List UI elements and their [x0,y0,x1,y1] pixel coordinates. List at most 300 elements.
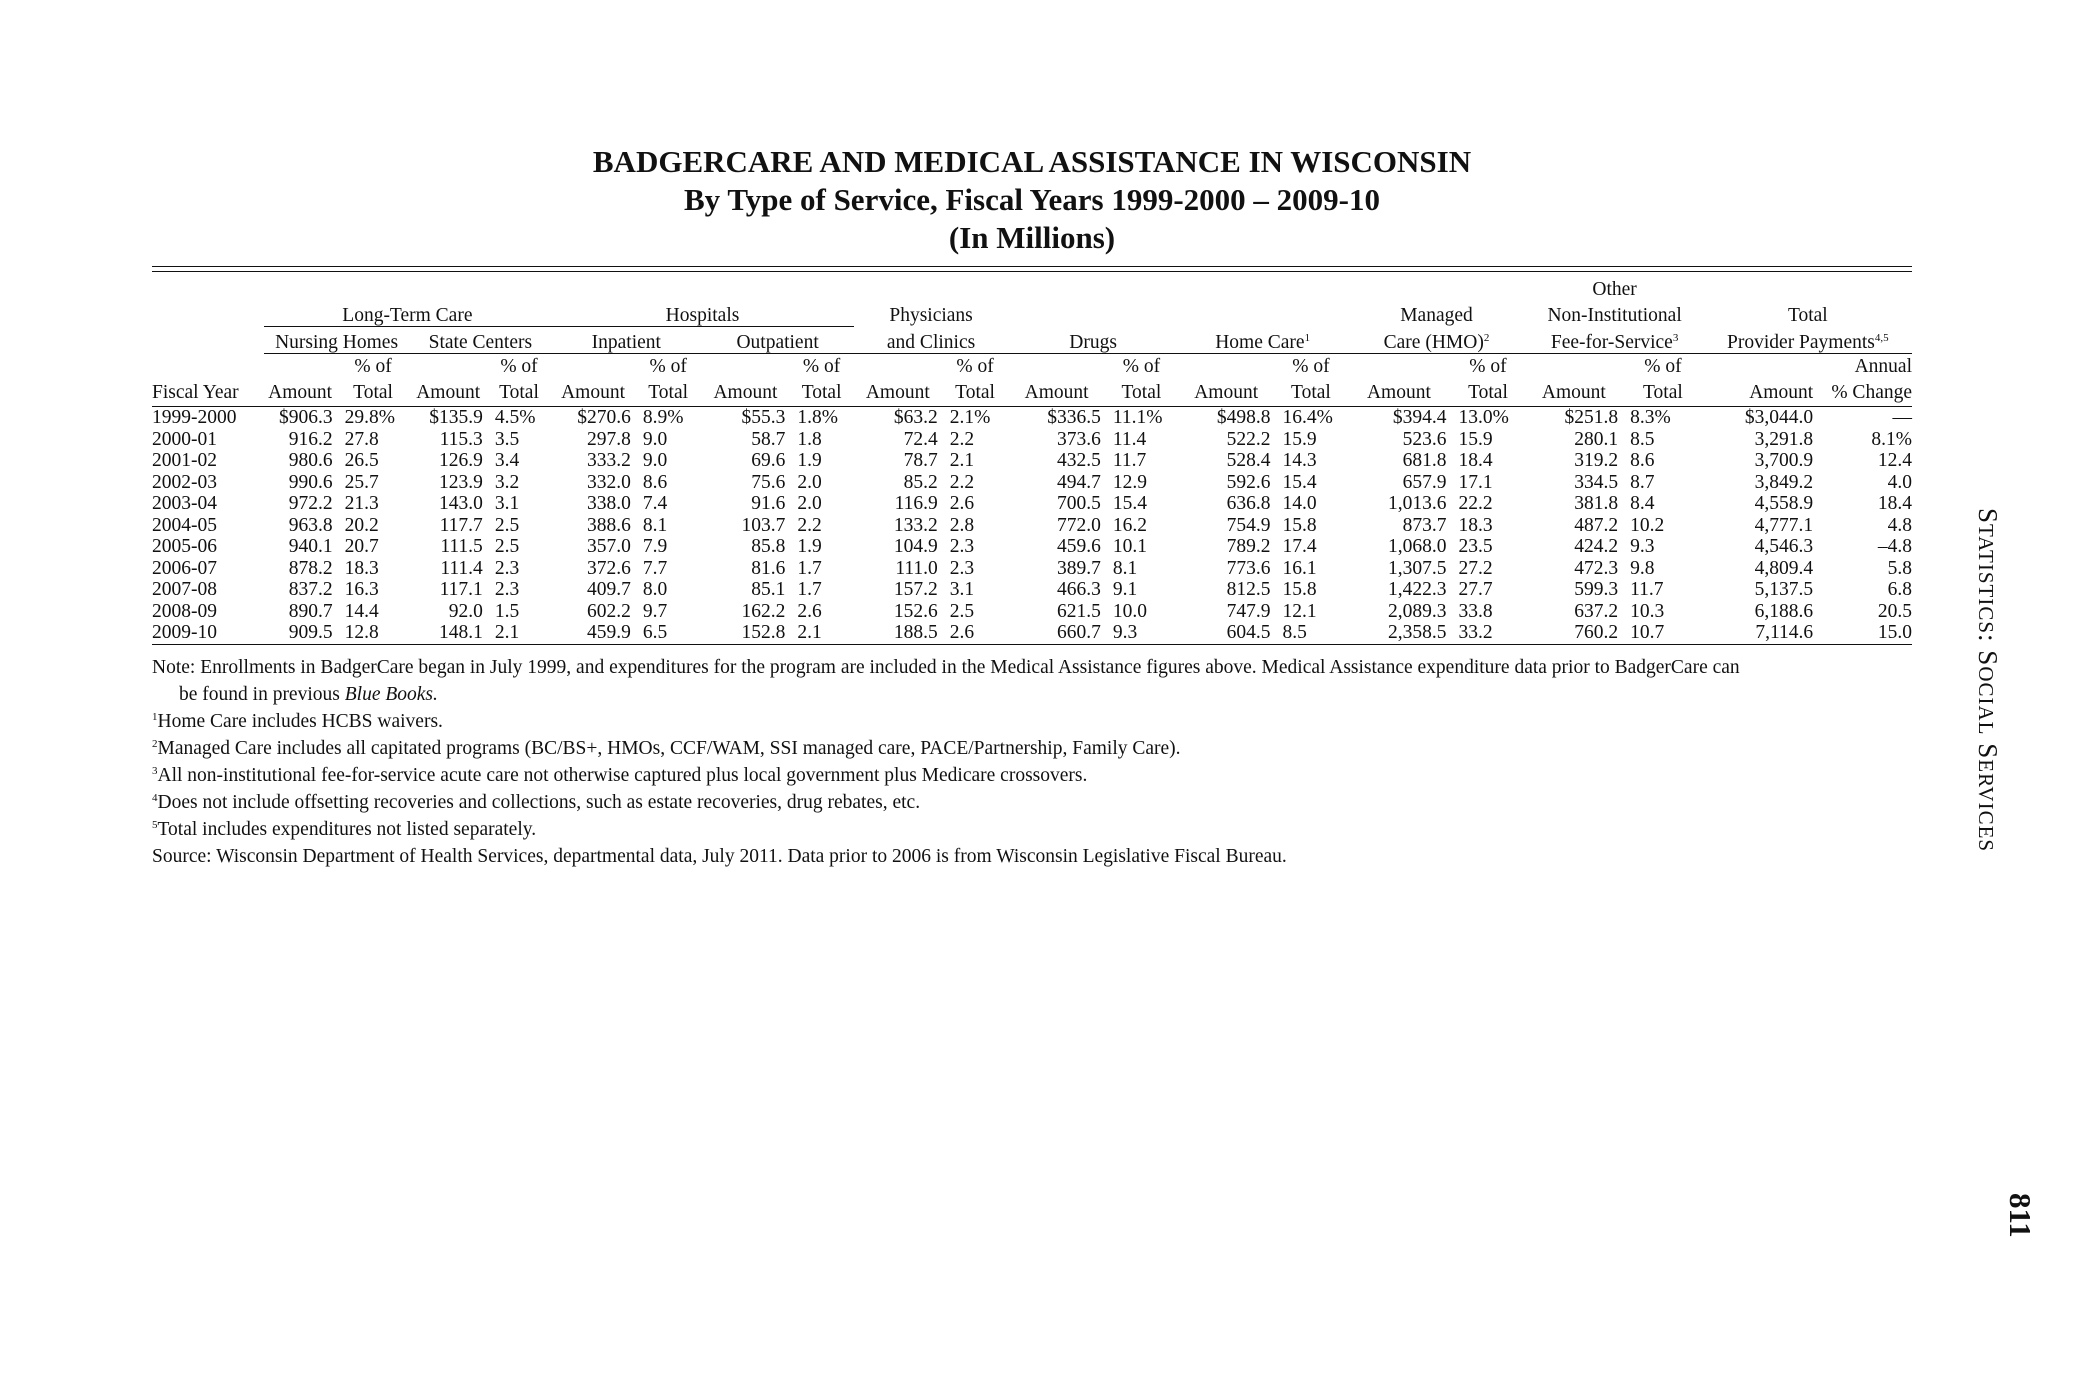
fiscal-year-cell: 2001-02 [152,450,217,471]
pct-cell: 7.4 [642,493,668,514]
total-amount-cell: 4,558.9 [1754,493,1814,514]
amount-cell: 280.1 [1574,428,1619,450]
amount-cell: 940.1 [288,536,333,557]
pct-of-label: % of [649,356,687,378]
amount-cell: 126.9 [438,450,483,471]
pct-cell: 2.0 [797,471,822,493]
pct-cell: 2.6 [797,600,822,622]
amount-cell: 103.7 [741,514,786,536]
pct-cell: 3.4 [494,450,520,471]
amount-cell: 111.0 [895,557,938,579]
pct-cell: 11.4 [1112,428,1147,450]
pct-cell: 2.5 [949,600,975,622]
amount-cell: 621.5 [1057,600,1101,622]
amount-cell: 700.5 [1057,493,1101,514]
pct-cell: 3.2 [494,471,520,493]
pct-cell: 20.7 [344,536,379,557]
amount-cell: 459.9 [551,622,635,644]
total-header: Total [337,380,410,407]
pct-cell: 1.7 [797,557,822,579]
outpatient-header: Outpatient [701,327,853,354]
amount-header: Amount [701,380,789,407]
pct-cell: 33.8 [1458,600,1493,622]
pct-change-cell: 5.8 [1887,557,1912,579]
total-header-line2: Provider Payments$^{4,5}$ [1704,327,1912,354]
column-header-row [152,380,1912,407]
amount-cell: 754.9 [1226,514,1271,536]
pct-cell: 10.1 [1112,536,1148,557]
pct-cell: 3.1 [494,493,520,514]
amount-cell: 78.7 [903,450,938,471]
pct-cell: 18.3 [344,557,379,579]
pct-cell: 2.6 [942,622,1009,644]
pct-of-label: % of [1122,356,1161,378]
pct-cell: 1.9 [797,536,822,557]
pct-cell: 8.0 [642,579,668,600]
amount-cell: $498.8 [1216,407,1271,428]
fiscal-year-cell: 2002-03 [152,471,217,493]
amount-cell: 1,068.0 [1387,536,1447,557]
table-row [152,407,1912,429]
pct-cell: 11.7 [1630,579,1664,600]
pct-cell: 14.4 [344,600,379,622]
total-header: Total [1622,380,1704,407]
pct-cell: 3.5 [494,428,520,450]
data-table [152,274,1912,645]
total-header: Total [1105,380,1178,407]
pct-of-label: % of [500,356,538,378]
table-row [152,536,1912,558]
fiscal-year-cell: 2000-01 [152,428,217,450]
pct-cell: 8.6 [642,471,668,493]
pct-cell: 18.4 [1458,450,1493,471]
amount-cell: $135.9 [429,407,483,428]
pct-cell: 18.3 [1458,514,1493,536]
inpatient-header: Inpatient [551,327,701,354]
total-amount-cell: 6,188.6 [1754,600,1814,622]
amount-cell: 599.3 [1574,579,1619,600]
amount-cell: 332.0 [587,471,631,493]
pct-cell: 12.8 [337,622,410,644]
amount-header: Amount [551,380,635,407]
fiscal-year-cell: 2008-09 [152,600,217,622]
amount-cell: 592.6 [1226,471,1271,493]
table-row [152,622,1912,644]
amount-header: Amount [854,380,942,407]
footnote-3: $^3$All non-institutional fee-for-service acute care not otherwise captured plus local government plus Medicare crossovers. [152,765,1088,786]
pct-cell: 9.0 [642,450,668,471]
pct-cell: 23.5 [1458,536,1493,557]
amount-cell: $251.8 [1564,407,1619,428]
pct-cell: 8.4 [1630,493,1655,514]
pct-of-label: % of [802,356,841,378]
pct-cell: 9.8 [1630,557,1655,579]
amount-cell: 747.9 [1226,600,1271,622]
amount-cell: 143.0 [438,493,483,514]
amount-cell: 424.2 [1574,536,1619,557]
amount-cell: 916.2 [288,428,333,450]
amount-cell: $63.2 [893,407,938,428]
pct-change-cell: 8.1% [1871,428,1912,450]
header-row-2 [152,300,1912,327]
pct-cell: 3.1 [949,579,975,600]
amount-cell: 523.6 [1402,428,1447,450]
amount-cell: 1,013.6 [1387,493,1447,514]
pct-cell: 17.4 [1282,536,1317,557]
pct-cell: 6.5 [635,622,702,644]
pct-cell: 2.3 [494,579,520,600]
note-main: Note: Enrollments in BadgerCare began in July 1999, and expenditures for the program are included in the Medical Assistance figures above. Medical Assistance expenditure data prior to BadgerCare can [152,657,1740,678]
pct-of-label: % of [956,356,994,378]
total-amount-cell: 3,849.2 [1754,471,1814,493]
page-title: BADGERCARE AND MEDICAL ASSISTANCE IN WISCONSIN [592,144,1472,179]
amount-header: Amount [1704,380,1813,407]
pct-cell: 27.2 [1458,557,1493,579]
pct-cell: 1.8 [797,428,822,450]
pct-cell: 10.0 [1112,600,1148,622]
pct-cell: 12.1 [1282,600,1317,622]
footnote-4: $^4$Does not include offsetting recoveries and collections, such as estate recoveries, drug rebates, etc. [152,792,921,813]
pct-of-label: % of [354,356,392,378]
amount-cell: 789.2 [1226,536,1271,557]
amount-cell: $394.4 [1392,407,1447,428]
amount-cell: 963.8 [288,514,333,536]
physicians-header-line1: Physicians [889,305,973,326]
page-number: 811 [2003,1193,2038,1238]
amount-cell: 487.2 [1574,514,1619,536]
amount-cell: 148.1 [410,622,487,644]
amount-header: Amount [264,380,337,407]
pct-of-label: % of [1644,356,1682,378]
amount-cell: 92.0 [448,600,483,622]
header-row-1 [152,274,1912,300]
pct-cell: 17.1 [1458,471,1493,493]
amount-cell: 409.7 [587,579,631,600]
amount-cell: 69.6 [751,450,786,471]
amount-cell: 111.5 [440,536,483,557]
amount-cell: 133.2 [893,514,938,536]
amount-cell: 117.7 [439,514,483,536]
pct-cell: 9.7 [642,600,668,622]
total-amount-cell: 4,546.3 [1754,536,1814,557]
amount-cell: 657.9 [1402,471,1447,493]
pct-cell: 26.5 [344,450,379,471]
pct-cell: 27.8 [344,428,379,450]
amount-cell: 681.8 [1402,450,1447,471]
pct-cell: 22.2 [1458,493,1493,514]
physicians-header-line2: and Clinics [854,327,1009,354]
amount-cell: 91.6 [751,493,786,514]
total-header: Total [789,380,853,407]
amount-cell: 812.5 [1226,579,1271,600]
pct-change-cell: 20.5 [1877,600,1912,622]
fiscal-year-cell: 2009-10 [152,622,264,644]
pct-cell: 15.9 [1458,428,1493,450]
amount-cell: 162.2 [741,600,786,622]
total-header: Total [635,380,702,407]
fiscal-year-cell: 2004-05 [152,514,217,536]
pct-cell: 2.3 [949,536,975,557]
fiscal-year-cell: 2007-08 [152,579,217,600]
total-amount-cell: 4,777.1 [1754,514,1814,536]
amount-cell: 980.6 [288,450,333,471]
pct-cell: 2.3 [949,557,975,579]
table-row [152,429,1912,451]
pct-change-cell: 18.4 [1877,493,1912,514]
note-continuation: be found in previous Blue Books. [179,684,438,705]
fiscal-year-cell: 2005-06 [152,536,217,557]
pct-cell: 2.1% [949,407,991,428]
pct-cell: 33.2 [1450,622,1525,644]
total-amount-cell: 7,114.6 [1704,622,1813,644]
fiscal-year-header: Fiscal Year [152,380,264,407]
pct-change-cell: 6.8 [1887,579,1912,600]
pct-change-cell: 4.8 [1887,514,1912,536]
pct-cell: 9.1 [1112,579,1138,600]
amount-cell: 389.7 [1057,557,1101,579]
amount-cell: 1,307.5 [1387,557,1447,579]
amount-cell: 123.9 [438,471,483,493]
pct-cell: 9.0 [642,428,668,450]
pct-cell: 21.3 [344,493,379,514]
pct-cell: 14.0 [1282,493,1317,514]
total-amount-cell: 3,291.8 [1754,428,1814,450]
pct-cell: 15.8 [1282,514,1317,536]
pct-cell: 15.8 [1282,579,1317,600]
amount-cell: $55.3 [741,407,786,428]
pct-cell: 10.3 [1630,600,1665,622]
amount-cell: 116.9 [894,493,938,514]
amount-cell: 152.6 [893,600,938,622]
amount-cell: 660.7 [1008,622,1105,644]
top-rule-double [152,271,1912,272]
pct-cell: 2.6 [949,493,975,514]
footnote-5: $^5$Total includes expenditures not listed separately. [152,819,537,840]
other-header-line3: Fee-for-Service$^3$ [1526,327,1704,354]
pct-cell: 11.7 [1112,450,1147,471]
amount-cell: 459.6 [1057,536,1101,557]
nursing-homes-header: Nursing Homes [264,327,410,354]
pct-cell: 1.8% [797,407,839,428]
pct-cell: 1.7 [797,579,822,600]
amount-cell: 1,422.3 [1387,579,1447,600]
fiscal-year-cell: 2006-07 [152,557,217,579]
pct-cell: 8.5 [1274,622,1347,644]
top-rule [152,266,1912,267]
amount-cell: 990.6 [288,471,333,493]
total-amount-cell: 4,809.4 [1754,557,1814,579]
long-term-care-header: Long-Term Care [264,300,552,327]
amount-cell: 319.2 [1574,450,1619,471]
hospitals-header: Hospitals [551,300,854,327]
pct-cell: 13.0% [1458,407,1509,428]
table-row [152,515,1912,537]
pct-cell: 2.0 [797,493,822,514]
pct-cell: 2.2 [797,514,822,536]
amount-cell: 2,089.3 [1387,600,1447,622]
pct-cell: 4.5% [494,407,536,428]
amount-cell: 381.8 [1574,493,1619,514]
pct-cell: 15.9 [1282,428,1317,450]
pct-change-header: % Change [1813,380,1912,407]
amount-cell: 602.2 [587,600,631,622]
total-amount-cell: $3,044.0 [1744,407,1814,428]
pct-cell: 20.2 [344,514,379,536]
pct-cell: 8.3% [1630,407,1671,428]
pct-cell: 7.9 [642,536,668,557]
amount-cell: 157.2 [893,579,938,600]
pct-cell: 2.1 [789,622,853,644]
table-row [152,472,1912,494]
amount-cell: 85.2 [903,471,938,493]
pct-cell: 16.1 [1282,557,1317,579]
fiscal-year-cell: 1999-2000 [152,407,237,428]
amount-cell: $906.3 [278,407,333,428]
amount-cell: 334.5 [1574,471,1619,493]
pct-cell: 2.5 [494,514,520,536]
pct-change-cell: 15.0 [1813,622,1912,644]
header-row-3 [152,327,1912,354]
amount-cell: 115.3 [439,428,483,450]
pct-cell: 14.3 [1282,450,1317,471]
pct-cell: 12.9 [1112,471,1148,493]
pct-cell: 9.3 [1630,536,1655,557]
annual-label: Annual [1854,356,1912,378]
amount-cell: 111.4 [440,557,483,579]
amount-cell: 338.0 [587,493,631,514]
pct-cell: 29.8% [344,407,395,428]
pct-cell: 10.2 [1630,514,1665,536]
amount-cell: 357.0 [587,536,631,557]
amount-cell: 117.1 [439,579,483,600]
footnote-2: $^2$Managed Care includes all capitated programs (BC/BS+, HMOs, CCF/WAM, SSI managed care, PACE/Partnership, Family Care). [152,738,1181,759]
amount-cell: 837.2 [288,579,333,600]
pct-cell: 2.1 [487,622,551,644]
amount-cell: 909.5 [264,622,337,644]
amount-cell: 372.6 [587,557,631,579]
other-header-line1: Other [1592,278,1637,300]
pct-cell: 16.3 [344,579,379,600]
amount-cell: 637.2 [1574,600,1619,622]
amount-cell: 522.2 [1226,428,1271,450]
pct-cell: 8.9% [642,407,684,428]
notes-section [152,654,1922,870]
pct-cell: 27.7 [1458,579,1493,600]
pct-cell: 1.9 [797,450,822,471]
amount-header: Amount [1526,380,1623,407]
pct-cell: 8.6 [1630,450,1655,471]
header-row-pct [152,354,1912,381]
table-row [152,579,1912,601]
amount-cell: 772.0 [1057,514,1101,536]
amount-cell: 75.6 [751,471,786,493]
pct-cell: 15.4 [1282,471,1317,493]
amount-cell: 58.7 [751,428,786,450]
units-label: (In Millions) [948,220,1116,255]
page-subtitle: By Type of Service, Fiscal Years 1999-2000 – 2009-10 [684,182,1380,217]
pct-of-label: % of [1469,356,1507,378]
managed-header-line1: Managed [1400,305,1473,326]
amount-cell: 388.6 [587,514,631,536]
table-row [152,601,1912,623]
total-header: Total [942,380,1009,407]
amount-cell: 2,358.5 [1347,622,1450,644]
table-row [152,493,1912,515]
pct-cell: 10.7 [1622,622,1704,644]
table-row [152,558,1912,580]
amount-header: Amount [410,380,487,407]
pct-cell: 16.2 [1112,514,1148,536]
pct-cell: 16.4% [1282,407,1333,428]
pct-cell: 15.4 [1112,493,1148,514]
amount-cell: 760.2 [1526,622,1623,644]
pct-change-cell: 4.0 [1887,471,1912,493]
pct-cell: 1.5 [494,600,520,622]
pct-cell: 25.7 [344,471,379,493]
amount-cell: 104.9 [893,536,938,557]
pct-cell: 2.2 [949,428,975,450]
pct-cell: 2.5 [494,536,520,557]
pct-cell: 9.3 [1105,622,1178,644]
fiscal-year-cell: 2003-04 [152,493,217,514]
source-note: Source: Wisconsin Department of Health Services, departmental data, July 2011. Data prior to 2006 is from Wisconsin Legislative Fiscal Bureau. [152,846,1287,867]
title-block [152,143,1912,257]
amount-cell: 528.4 [1226,450,1271,471]
amount-cell: $336.5 [1047,407,1101,428]
amount-cell: 373.6 [1057,428,1101,450]
drugs-header: Drugs [1008,327,1178,354]
section-running-head: STATISTICS: SOCIAL SERVICES [1973,508,2003,853]
amount-cell: 333.2 [587,450,631,471]
pct-change-cell: –4.8 [1877,536,1912,557]
pct-cell: 2.2 [949,471,975,493]
managed-header-line2: Care (HMO)$^2$ [1347,327,1525,354]
pct-cell: 2.8 [949,514,975,536]
pct-change-cell: — [1892,407,1912,428]
pct-of-label: % of [1292,356,1330,378]
amount-cell: 188.5 [854,622,942,644]
total-header: Total [487,380,551,407]
amount-header: Amount [1178,380,1275,407]
amount-cell: 604.5 [1178,622,1275,644]
pct-cell: 8.7 [1630,471,1655,493]
table-body [152,407,1912,645]
amount-cell: 878.2 [288,557,333,579]
amount-cell: 972.2 [288,493,333,514]
amount-cell: 890.7 [288,600,333,622]
pct-cell: 8.1 [1112,557,1138,579]
amount-cell: 85.1 [751,579,786,600]
pct-change-cell: 12.4 [1877,450,1912,471]
pct-cell: 2.1 [949,450,975,471]
amount-cell: $270.6 [577,407,631,428]
amount-cell: 773.6 [1226,557,1271,579]
footnote-1: $^1$Home Care includes HCBS waivers. [152,711,443,732]
amount-cell: 81.6 [751,557,786,579]
total-header: Total [1450,380,1525,407]
state-centers-header: State Centers [410,327,552,354]
amount-header: Amount [1347,380,1450,407]
amount-cell: 636.8 [1226,493,1271,514]
total-amount-cell: 3,700.9 [1754,450,1814,471]
amount-cell: 873.7 [1402,514,1447,536]
amount-cell: 152.8 [701,622,789,644]
amount-cell: 472.3 [1574,557,1619,579]
total-amount-cell: 5,137.5 [1754,579,1814,600]
amount-cell: 432.5 [1057,450,1101,471]
amount-cell: 72.4 [903,428,938,450]
amount-cell: 297.8 [587,428,631,450]
